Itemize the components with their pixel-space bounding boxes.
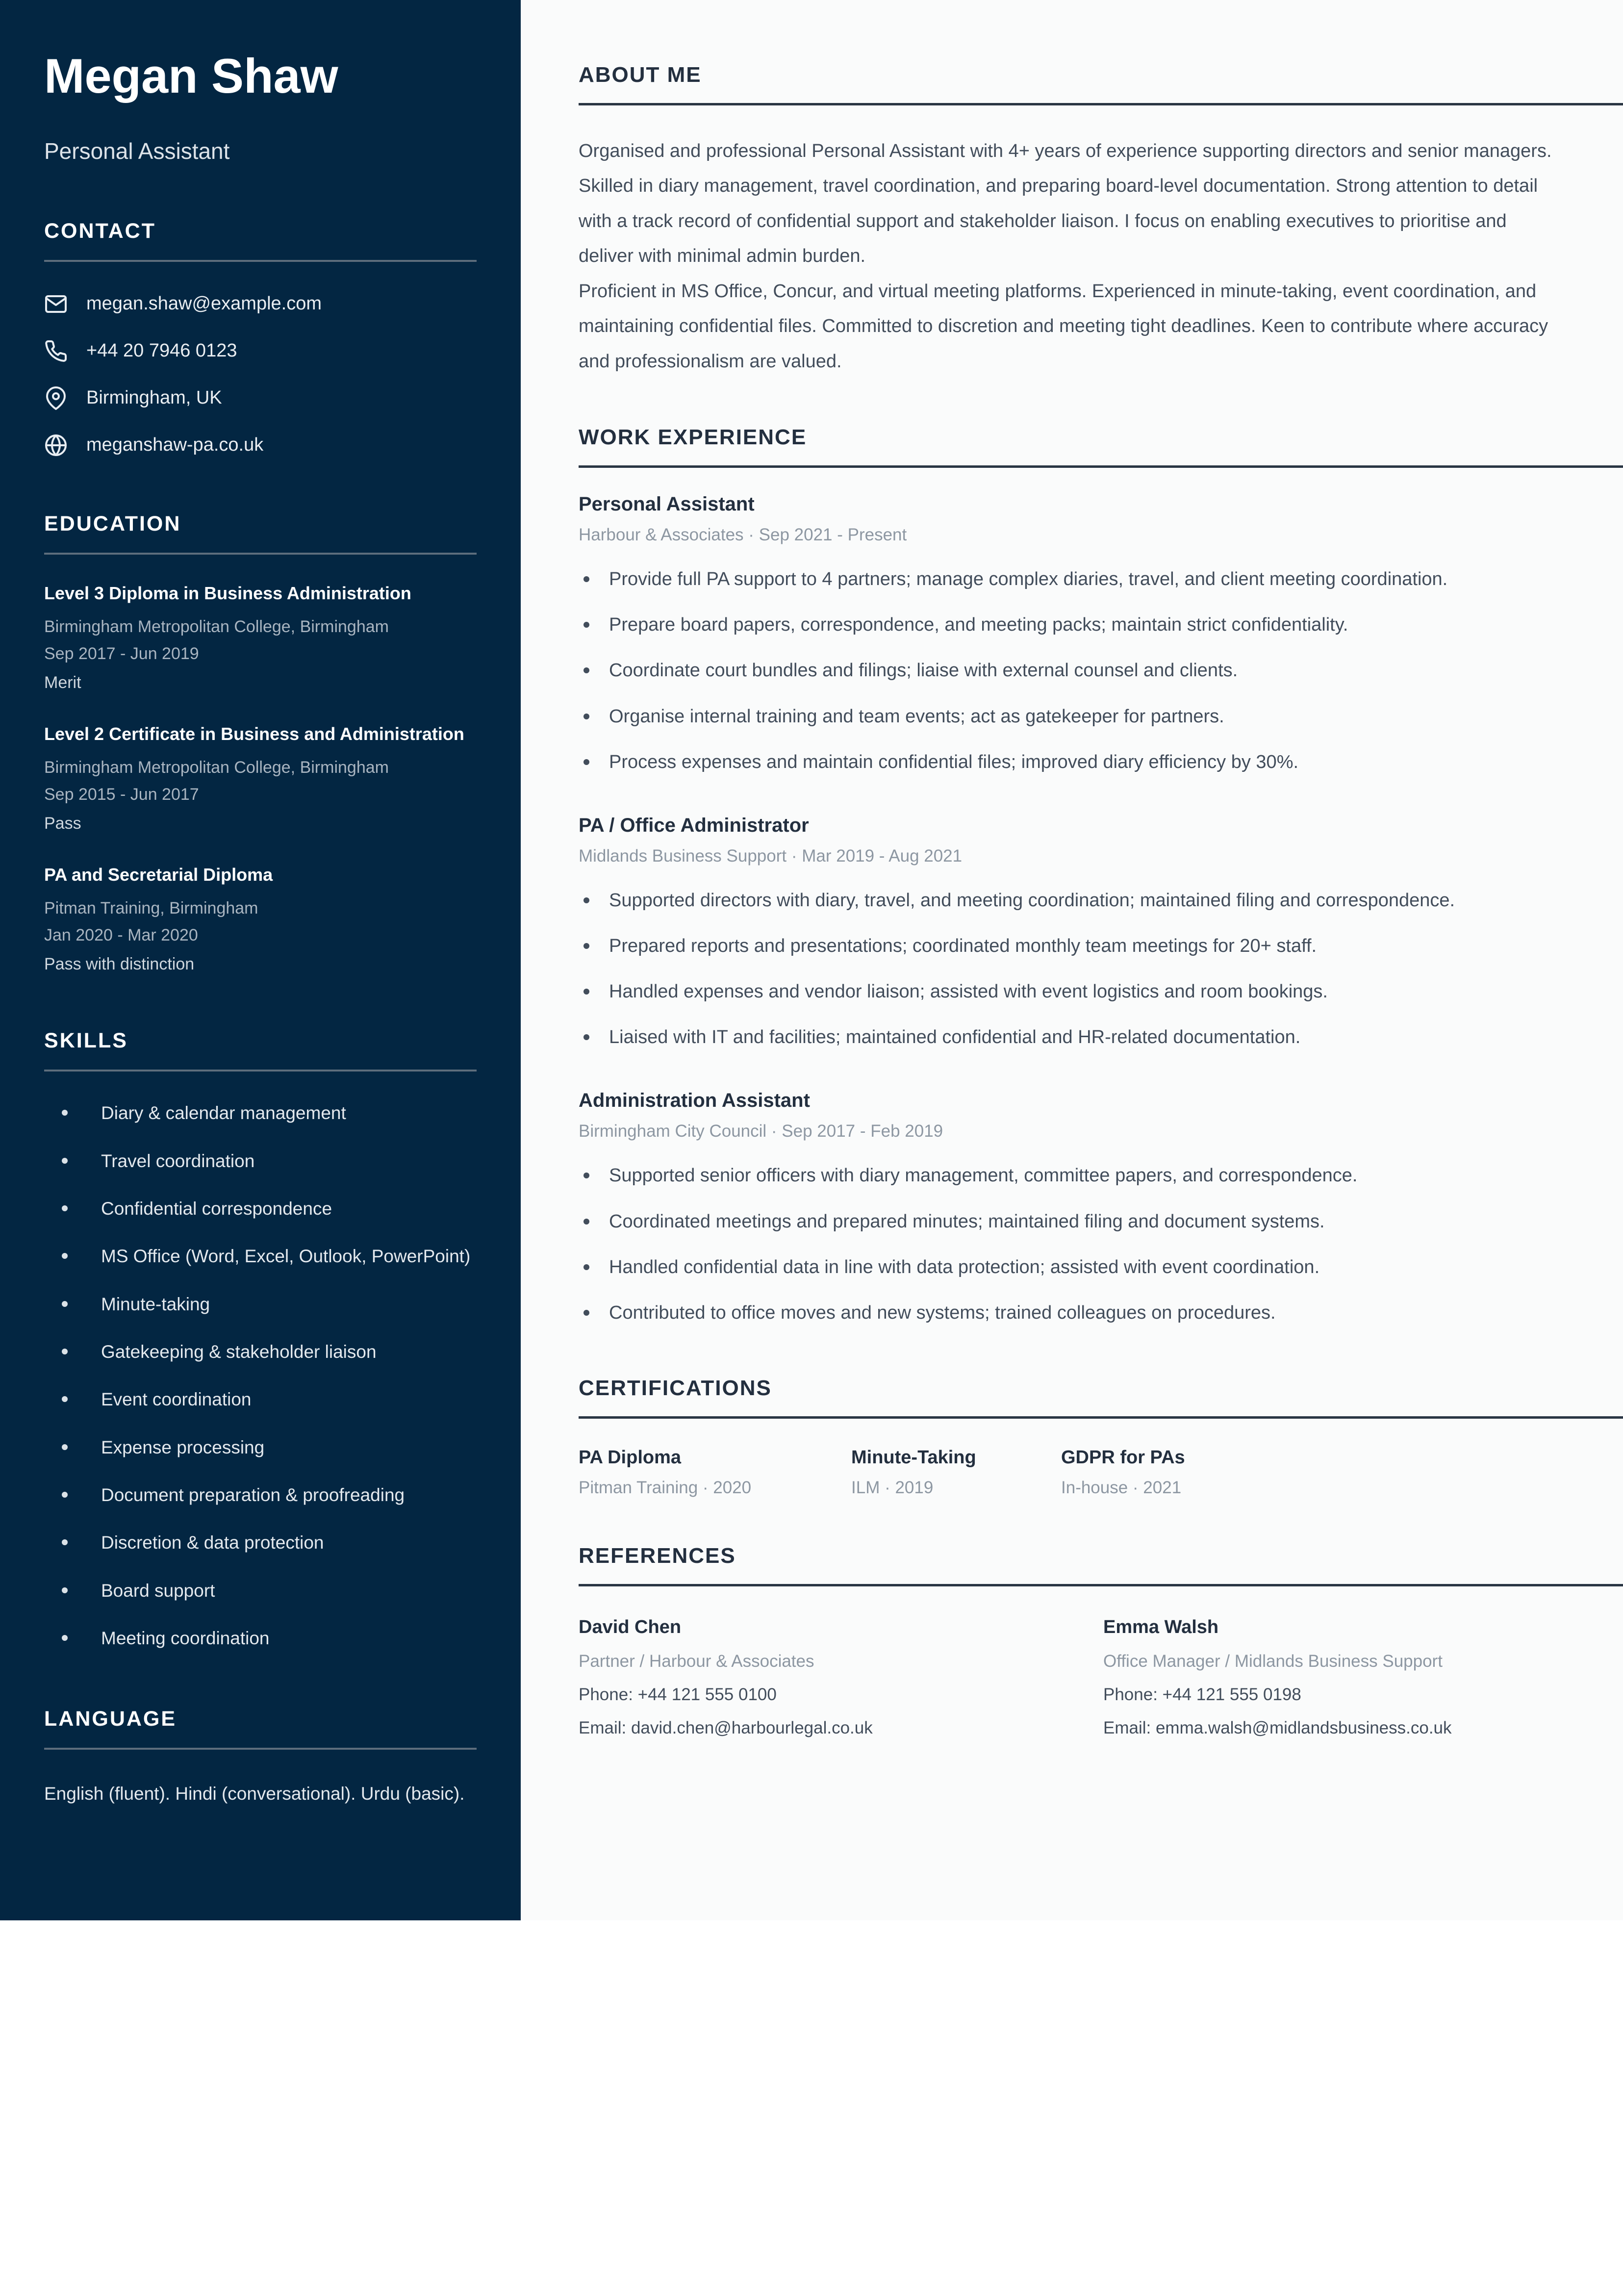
contact-email-text: megan.shaw@example.com bbox=[86, 293, 322, 314]
education-institution: Birmingham Metropolitan College, Birmingham bbox=[44, 617, 389, 636]
language-section bbox=[44, 1707, 477, 1811]
globe-icon bbox=[44, 434, 68, 457]
language-text: English (fluent). Hindi (conversational). Urdu (basic). bbox=[44, 1784, 465, 1804]
language-heading: LANGUAGE bbox=[44, 1707, 177, 1731]
job-entry bbox=[579, 815, 1623, 1055]
job-bullet: Supported directors with diary, travel, and meeting coordination; maintained filing and correspondence. bbox=[579, 884, 1564, 918]
reference-role: Office Manager / Midlands Business Support bbox=[1103, 1652, 1443, 1671]
education-institution: Birmingham Metropolitan College, Birmingham bbox=[44, 758, 389, 777]
contact-heading: CONTACT bbox=[44, 219, 156, 243]
education-grade: Merit bbox=[44, 673, 81, 692]
job-meta: Harbour & Associates · Sep 2021 - Present bbox=[579, 525, 907, 545]
skill-item: Meeting coordination bbox=[44, 1624, 477, 1652]
certifications-heading: CERTIFICATIONS bbox=[579, 1376, 772, 1401]
references-heading: REFERENCES bbox=[579, 1544, 736, 1568]
education-divider bbox=[44, 553, 477, 555]
person-name: Megan Shaw bbox=[44, 49, 338, 103]
education-grade: Pass with distinction bbox=[44, 955, 195, 974]
reference-name: Emma Walsh bbox=[1103, 1617, 1219, 1638]
skill-item: Discretion & data protection bbox=[44, 1529, 477, 1556]
location-pin-icon bbox=[44, 386, 68, 410]
job-bullet: Liaised with IT and facilities; maintained confidential and HR-related documentation. bbox=[579, 1020, 1564, 1054]
about-text bbox=[579, 134, 1623, 379]
person-title: Personal Assistant bbox=[44, 138, 230, 164]
contact-section bbox=[44, 219, 477, 457]
reference-phone: Phone: +44 121 555 0100 bbox=[579, 1685, 777, 1705]
contact-divider bbox=[44, 260, 477, 262]
job-bullet: Prepare board papers, correspondence, and meeting packs; maintain strict confidentiality. bbox=[579, 608, 1564, 642]
education-entry bbox=[44, 580, 477, 692]
reference-name: David Chen bbox=[579, 1617, 682, 1638]
job-bullet: Coordinated meetings and prepared minutes; maintained filing and document systems. bbox=[579, 1205, 1564, 1239]
job-bullet-list bbox=[579, 884, 1623, 1055]
skill-item: Minute-taking bbox=[44, 1290, 477, 1318]
reference-entry bbox=[1103, 1617, 1623, 1738]
job-meta: Birmingham City Council · Sep 2017 - Feb 2019 bbox=[579, 1122, 943, 1141]
contact-list bbox=[44, 292, 477, 457]
education-list bbox=[44, 580, 477, 974]
certifications-section bbox=[579, 1376, 1623, 1498]
contact-website-row bbox=[44, 434, 477, 457]
certification-list bbox=[579, 1447, 1623, 1498]
education-entry bbox=[44, 721, 477, 833]
skill-item: Expense processing bbox=[44, 1433, 477, 1461]
about-divider bbox=[579, 103, 1623, 105]
references-section bbox=[579, 1544, 1623, 1738]
education-dates: Sep 2017 - Jun 2019 bbox=[44, 644, 199, 663]
certification-meta: Pitman Training · 2020 bbox=[579, 1478, 752, 1498]
education-degree: Level 2 Certificate in Business and Administration bbox=[44, 724, 464, 744]
contact-phone-row bbox=[44, 339, 477, 363]
skills-divider bbox=[44, 1070, 477, 1071]
certification-entry bbox=[579, 1447, 851, 1498]
education-entry bbox=[44, 862, 477, 974]
job-bullet: Coordinate court bundles and filings; liaise with external counsel and clients. bbox=[579, 654, 1564, 688]
skills-heading: SKILLS bbox=[44, 1029, 128, 1053]
language-divider bbox=[44, 1748, 477, 1750]
certifications-divider bbox=[579, 1416, 1623, 1419]
education-dates: Sep 2015 - Jun 2017 bbox=[44, 785, 199, 804]
phone-icon bbox=[44, 339, 68, 363]
reference-email: Email: david.chen@harbourlegal.co.uk bbox=[579, 1718, 873, 1738]
skills-section bbox=[44, 1029, 477, 1652]
reference-role: Partner / Harbour & Associates bbox=[579, 1652, 814, 1671]
skill-item: Travel coordination bbox=[44, 1147, 477, 1175]
contact-website-text: meganshaw-pa.co.uk bbox=[86, 434, 264, 456]
reference-email: Email: emma.walsh@midlandsbusiness.co.uk bbox=[1103, 1718, 1452, 1738]
job-bullet: Prepared reports and presentations; coordinated monthly team meetings for 20+ staff. bbox=[579, 929, 1564, 963]
job-bullet: Provide full PA support to 4 partners; manage complex diaries, travel, and client meeting coordination. bbox=[579, 562, 1564, 596]
job-bullet: Supported senior officers with diary management, committee papers, and correspondence. bbox=[579, 1159, 1564, 1193]
job-title: Administration Assistant bbox=[579, 1090, 810, 1112]
certification-name: Minute-Taking bbox=[851, 1447, 976, 1468]
about-heading: ABOUT ME bbox=[579, 63, 702, 87]
education-institution: Pitman Training, Birmingham bbox=[44, 899, 258, 918]
certification-name: GDPR for PAs bbox=[1061, 1447, 1185, 1468]
reference-phone: Phone: +44 121 555 0198 bbox=[1103, 1685, 1301, 1705]
skill-item: Diary & calendar management bbox=[44, 1099, 477, 1127]
skill-item: Confidential correspondence bbox=[44, 1195, 477, 1223]
skills-list bbox=[44, 1099, 477, 1652]
about-paragraph-2: Proficient in MS Office, Concur, and virtual meeting platforms. Experienced in minute-taking, event coordination, and maintaining confidential files. Committed to discretion and meeting tight deadlines. Keen to contribute where accuracy and professionalism are valued. bbox=[579, 281, 1548, 372]
work-experience-divider bbox=[579, 465, 1623, 468]
contact-email-row bbox=[44, 292, 477, 316]
job-entry bbox=[579, 493, 1623, 779]
education-dates: Jan 2020 - Mar 2020 bbox=[44, 926, 198, 945]
work-experience-section bbox=[579, 425, 1623, 1330]
job-list bbox=[579, 493, 1623, 1330]
job-bullet: Process expenses and maintain confidential files; improved diary efficiency by 30%. bbox=[579, 745, 1564, 779]
skill-item: MS Office (Word, Excel, Outlook, PowerPoint) bbox=[44, 1242, 477, 1270]
job-title: PA / Office Administrator bbox=[579, 814, 809, 836]
education-heading: EDUCATION bbox=[44, 511, 181, 536]
reference-list bbox=[579, 1617, 1623, 1738]
skill-item: Gatekeeping & stakeholder liaison bbox=[44, 1338, 477, 1366]
job-bullet: Handled expenses and vendor liaison; assisted with event logistics and room bookings. bbox=[579, 975, 1564, 1009]
job-bullet: Organise internal training and team events; act as gatekeeper for partners. bbox=[579, 700, 1564, 734]
contact-phone-text: +44 20 7946 0123 bbox=[86, 340, 237, 361]
main-content bbox=[521, 0, 1623, 1920]
mail-icon bbox=[44, 292, 68, 316]
about-section bbox=[579, 63, 1623, 379]
certification-meta: ILM · 2019 bbox=[851, 1478, 934, 1498]
certification-entry bbox=[1061, 1447, 1185, 1498]
job-title: Personal Assistant bbox=[579, 493, 755, 515]
job-bullet: Handled confidential data in line with data protection; assisted with event coordination. bbox=[579, 1250, 1564, 1284]
skill-item: Document preparation & proofreading bbox=[44, 1481, 477, 1509]
certification-name: PA Diploma bbox=[579, 1447, 682, 1468]
certification-meta: In-house · 2021 bbox=[1061, 1478, 1182, 1498]
job-meta: Midlands Business Support · Mar 2019 - Aug 2021 bbox=[579, 846, 963, 866]
contact-location-text: Birmingham, UK bbox=[86, 387, 222, 408]
certification-entry bbox=[851, 1447, 1061, 1498]
about-paragraph-1: Organised and professional Personal Assistant with 4+ years of experience supporting directors and senior managers. Skilled in diary management, travel coordination, and preparing board-level documentation. Strong attention to detail with a track record of confidential support and stakeholder liaison. I focus on enabling executives to prioritise and deliver with minimal admin burden. bbox=[579, 141, 1552, 267]
education-section bbox=[44, 512, 477, 974]
job-entry bbox=[579, 1090, 1623, 1330]
education-grade: Pass bbox=[44, 814, 81, 833]
job-bullet-list bbox=[579, 1159, 1623, 1330]
work-experience-heading: WORK EXPERIENCE bbox=[579, 425, 807, 450]
sidebar bbox=[0, 0, 521, 1920]
contact-location-row bbox=[44, 386, 477, 410]
education-degree: Level 3 Diploma in Business Administration bbox=[44, 583, 411, 603]
job-bullet-list bbox=[579, 562, 1623, 779]
skill-item: Event coordination bbox=[44, 1385, 477, 1413]
job-bullet: Contributed to office moves and new systems; trained colleagues on procedures. bbox=[579, 1296, 1564, 1330]
education-degree: PA and Secretarial Diploma bbox=[44, 865, 273, 885]
reference-entry bbox=[579, 1617, 1103, 1738]
references-divider bbox=[579, 1584, 1623, 1586]
skill-item: Board support bbox=[44, 1577, 477, 1605]
